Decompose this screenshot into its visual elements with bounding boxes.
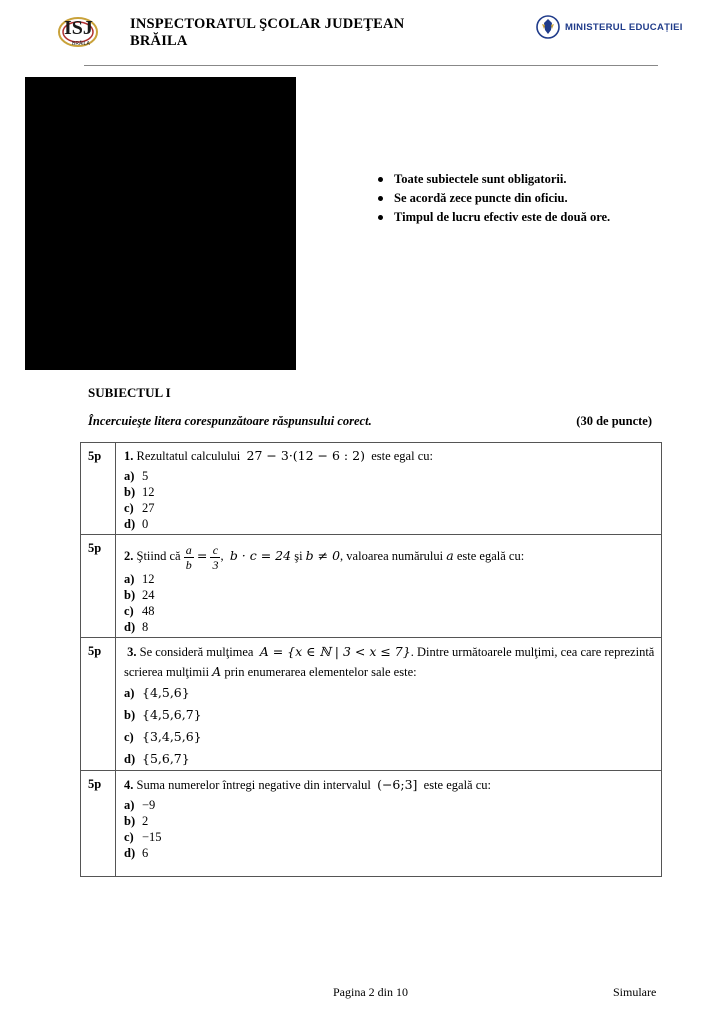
answer-options — [124, 797, 661, 861]
question-row-3 — [81, 638, 662, 771]
answer-option[interactable]: d) 8 — [124, 620, 149, 634]
answer-option[interactable]: c) {3,4,5,6} — [124, 729, 202, 744]
answer-options — [124, 682, 661, 770]
questions-table — [80, 442, 662, 877]
bullet-icon — [378, 177, 383, 182]
answer-option[interactable]: a) −9 — [124, 798, 156, 812]
question-row-2 — [81, 535, 662, 638]
answer-option[interactable]: b) 2 — [124, 814, 149, 828]
answer-option[interactable]: a) 12 — [124, 572, 155, 586]
institution-title — [130, 16, 404, 50]
isj-logo — [56, 10, 102, 50]
answer-options — [124, 571, 661, 635]
question-stem: 3. Se consideră mulţimea A = {x ∈ ℕ | 3 < x ≤ 7}. Dintre următoarele mulţimi, cea care reprezintă — [127, 644, 655, 659]
question-points: 5p — [81, 535, 116, 638]
rule-item: Se acordă zece puncte din oficiu. — [376, 189, 610, 208]
question-points: 5p — [81, 638, 116, 771]
footer-label: Simulare — [613, 985, 657, 999]
answer-option[interactable]: d) 6 — [124, 846, 149, 860]
question-stem: 2. Ştiind că $\frac{a}{b}$ = $\frac{c}{3}$ , b · c = 24 şi b ≠ 0, valoarea numărului a este egală cu: — [124, 542, 525, 572]
institution-title-line1: INSPECTORATUL ŞCOLAR JUDEŢEAN — [130, 16, 405, 32]
answer-option[interactable]: d) 0 — [124, 517, 149, 531]
ministry-logo — [536, 14, 683, 40]
page-number: Pagina 2 din 10 — [333, 985, 408, 999]
answer-option[interactable]: c) 27 — [124, 501, 155, 515]
crest-icon — [536, 14, 560, 40]
interval-expression: (−6;3] — [377, 777, 418, 792]
answer-option[interactable]: a) 5 — [124, 469, 149, 483]
answer-option[interactable]: c) −15 — [124, 830, 162, 844]
answer-option[interactable]: b) 24 — [124, 588, 155, 602]
exam-rules-list — [376, 170, 610, 227]
svg-text:ISJ: ISJ — [64, 17, 93, 39]
bullet-icon — [378, 215, 383, 220]
question-points: 5p — [81, 443, 116, 535]
answer-option[interactable]: b) 12 — [124, 485, 155, 499]
set-definition: A = {x ∈ ℕ | 3 < x ≤ 7} — [259, 644, 411, 659]
ministry-name: MINISTERUL EDUCAȚIEI — [565, 21, 683, 33]
subject-title: SUBIECTUL I — [88, 385, 171, 400]
fraction: $\frac{c}{3}$ — [212, 542, 219, 572]
question-body — [116, 638, 662, 771]
question-stem-line2: scrierea mulţimii A prin enumerarea elementelor sale este: — [124, 664, 417, 679]
answer-option[interactable]: a) {4,5,6} — [124, 685, 190, 700]
answer-option[interactable]: b) {4,5,6,7} — [124, 707, 202, 722]
bullet-icon — [378, 196, 383, 201]
question-stem: 1. Rezultatul calculului 27 − 3·(12 − 6 : 2) este egal cu: — [124, 448, 433, 463]
math-expression: 27 − 3·(12 − 6 : 2) — [246, 448, 365, 463]
rule-item: Timpul de lucru efectiv este de două ore. — [376, 208, 610, 227]
answer-option[interactable]: d) {5,6,7} — [124, 751, 190, 766]
question-stem: 4. Suma numerelor întregi negative din intervalul (−6;3] este egală cu: — [124, 777, 491, 792]
header-divider — [84, 65, 658, 66]
answer-option[interactable]: c) 48 — [124, 604, 155, 618]
institution-title-line2: BRĂILA — [130, 33, 188, 49]
question-row-4 — [81, 771, 662, 877]
fraction: $\frac{a}{b}$ — [185, 542, 192, 572]
question-row-1 — [81, 443, 662, 535]
question-body — [116, 771, 662, 877]
svg-text:BRĂILA: BRĂILA — [72, 41, 90, 47]
answer-options — [124, 468, 661, 532]
subject-instruction: Încercuieşte litera corespunzătoare răspunsului corect. — [88, 414, 372, 428]
question-points: 5p — [81, 771, 116, 877]
subject-points: (30 de puncte) — [576, 414, 652, 428]
question-body — [116, 443, 662, 535]
redacted-block — [25, 77, 296, 370]
rule-item: Toate subiectele sunt obligatorii. — [376, 170, 610, 189]
question-body — [116, 535, 662, 638]
